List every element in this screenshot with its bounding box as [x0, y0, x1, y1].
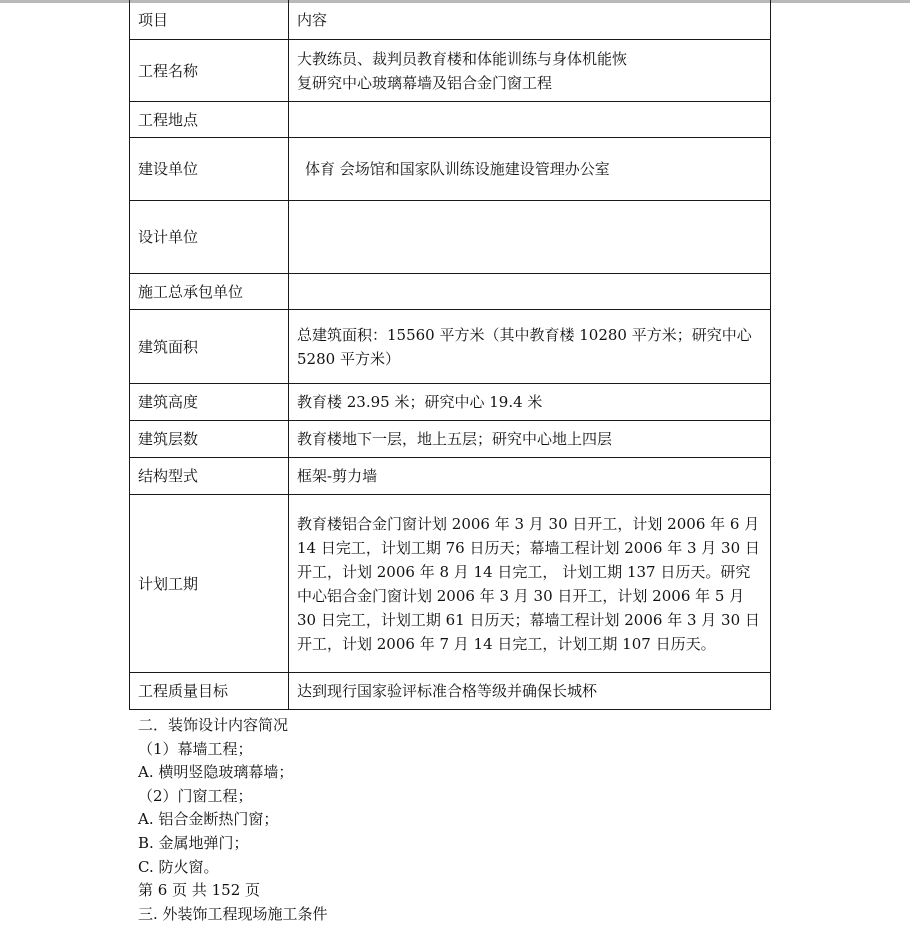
value-line: 大教练员、裁判员教育楼和体能训练与身体机能恢 [297, 49, 628, 68]
row-key: 建筑高度 [130, 384, 289, 421]
row-key: 计划工期 [130, 495, 289, 673]
row-value [289, 40, 771, 102]
row-value [289, 495, 771, 673]
header-key-cell: 项目 [130, 0, 289, 40]
value-line: 教育楼铝合金门窗计划 2006 年 3 月 30 日开工，计划 2006 年 6 月 [297, 514, 760, 533]
row-value [289, 102, 771, 138]
value-line: 5280 平方米） [297, 349, 400, 368]
row-value [289, 201, 771, 274]
body-line: C. 防火窗。 [138, 857, 219, 876]
row-value: 框架-剪力墙 [289, 458, 771, 495]
value-line: 中心铝合金门窗计划 2006 年 3 月 30 日开工，计划 2006 年 5 月 [297, 586, 745, 605]
value-line: 总建筑面积：15560 平方米（其中教育楼 10280 平方米；研究中心 [297, 325, 752, 344]
project-info-table [129, 0, 771, 710]
section-heading: 三. 外装饰工程现场施工条件 [138, 904, 328, 923]
table-row [130, 421, 771, 458]
row-key: 工程质量目标 [130, 673, 289, 710]
body-line: （2）门窗工程； [138, 786, 253, 805]
row-key: 工程名称 [130, 40, 289, 102]
body-line: （1）幕墙工程； [138, 739, 253, 758]
header-value-cell: 内容 [289, 0, 771, 40]
row-key: 施工总承包单位 [130, 274, 289, 310]
value-line: 复研究中心玻璃幕墙及铝合金门窗工程 [297, 73, 553, 92]
table-row [130, 310, 771, 384]
value-line: 开工，计划 2006 年 8 月 14 日完工， 计划工期 137 日历天。研究 [297, 562, 751, 581]
row-value [289, 274, 771, 310]
row-value: 达到现行国家验评标准合格等级并确保长城杯 [289, 673, 771, 710]
row-value: 教育楼 23.95 米；研究中心 19.4 米 [289, 384, 771, 421]
row-key: 设计单位 [130, 201, 289, 274]
table-row [130, 138, 771, 201]
table-row [130, 458, 771, 495]
body-line: A. 铝合金断热门窗； [138, 810, 279, 829]
row-key: 建设单位 [130, 138, 289, 201]
table-row [130, 201, 771, 274]
row-key: 建筑层数 [130, 421, 289, 458]
table-row [130, 384, 771, 421]
row-key: 工程地点 [130, 102, 289, 138]
table-row [130, 673, 771, 710]
row-key: 建筑面积 [130, 310, 289, 384]
table-row [130, 40, 771, 102]
value-line: 30 日完工，计划工期 61 日历天；幕墙工程计划 2006 年 3 月 30 日 [297, 610, 760, 629]
value-line: 开工，计划 2006 年 7 月 14 日完工，计划工期 107 日历天。 [297, 634, 716, 653]
row-value [289, 310, 771, 384]
row-value: 教育楼地下一层，地上五层；研究中心地上四层 [289, 421, 771, 458]
row-value: 体育 会场馆和国家队训练设施建设管理办公室 [289, 138, 771, 201]
row-key: 结构型式 [130, 458, 289, 495]
section-heading: 二．装饰设计内容简况 [138, 716, 289, 734]
value-line: 14 日完工，计划工期 76 日历天；幕墙工程计划 2006 年 3 月 30 日 [297, 538, 760, 557]
table-row [130, 274, 771, 310]
table-row [130, 495, 771, 673]
page-number: 第 6 页 共 152 页 [138, 881, 261, 900]
body-line: A. 横明竖隐玻璃幕墙； [138, 763, 294, 782]
table-row [130, 102, 771, 138]
table-header-row [130, 0, 771, 40]
document-body-text [138, 714, 328, 926]
body-line: B. 金属地弹门； [138, 833, 249, 852]
